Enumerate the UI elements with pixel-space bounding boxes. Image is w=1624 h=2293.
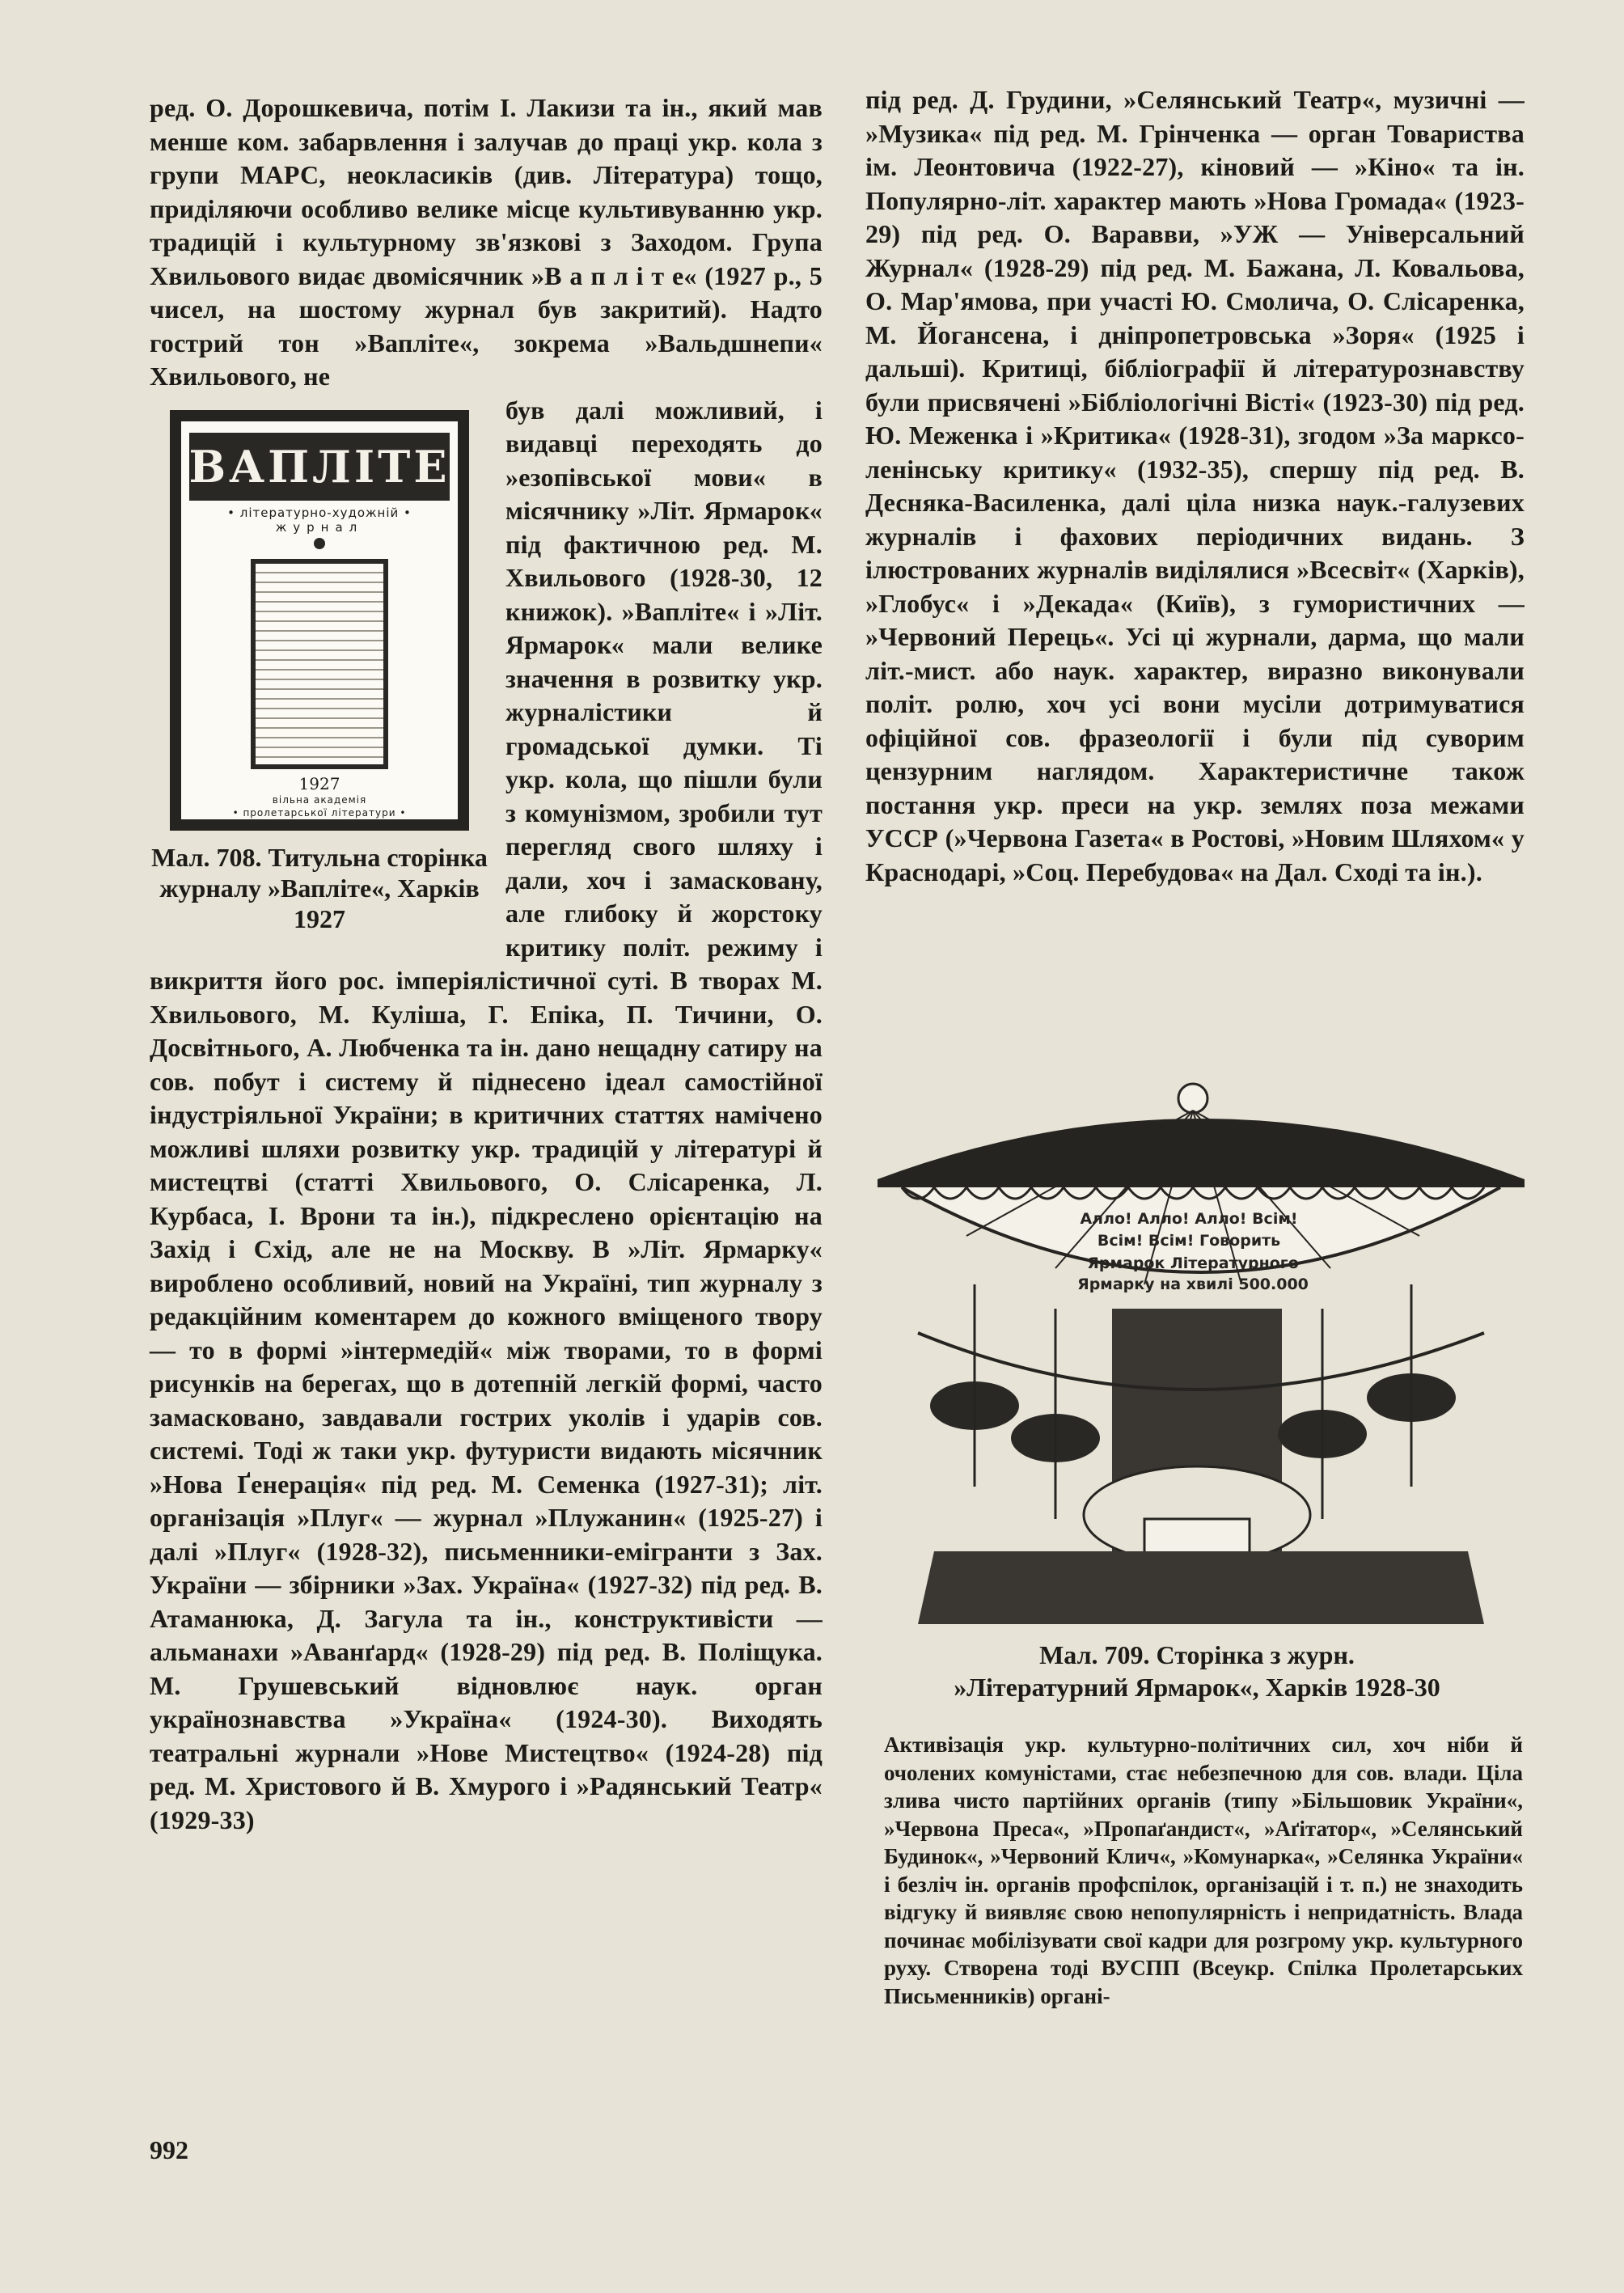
left-column-text-wrap: був далі можливий, і видавці переходять до »езопівської мови« в місячнику »Літ. Ярмарок« під фактичною ред. М. Хвильового (1928-30, 12 книжок). »Вапліте« і »Літ. Ярмарок« мали велике значення в розвитку укр. журналістики й громадської думки. Ті укр. кола, що пішли були з комунізмом, зробили тут перегляд свого шляху і дали, хоч і замасковану, але глибоку й жорстоку критику політ. режиму і викриття його рос. імперіялістичної суті. В творах М. Хвильового, М. Куліша, Г. Епіка, П. Тичини, О. Досвітнього, А. Любченка та ін. дано нещадну сатиру на сов. побут і систему й піднесено ідеал самостійної індустріяльної України; в критичних статтях намічено можливі шляхи розвитку укр. традицій у літературі й мистецтві (статті Хвильового, О. Слісаренка, Л. Курбаса, І. Врони та ін.), підкреслено орієнтацію на Захід і Схід, але не на Москву. В »Літ. Ярмарку« вироблено особливий, новий на Україні, тип журналу з редакційним коментарем до кожного вміщеного твору — то в формі »інтермедій« між творами, то в формі рисунків на берегах, що в дотепній легкій формі, часто замасковано, завдавали гострих уколів і ударів сов. системі. Тоді ж таки укр. футуристи видають місячник »Нова Ґенерація« під ред. М. Семенка (1927-31); літ. організація »Плуг« — журнал »Плужанин« (1925-27) і далі »Плуг« (1928-32), письменники-емігранти з Зах. України — збірники »Зах. Україна« (1927-32) під ред. В. Атаманюка, Д. Загула та ін., конструктивісти — альманахи »Аванґард« (1928-29) під ред. В. Поліщука. М. Грушевський відновлює наук. орган українознавства »Україна« (1924-30). Виходять театральні журнали »Нове Мистецтво« (1924-28) під ред. М. Христового й В. Хмурого і »Радянський Театр« (1929-33) [150,395,823,1834]
banner-line-3: Ярмарок Літературного [1087,1254,1299,1272]
carousel-illustration [869,1066,1533,1632]
right-column [865,83,1525,889]
figure-709-caption-line-2: »Літературний Ярмарок«, Харків 1928-30 [954,1673,1440,1702]
cover-contents-box [251,559,388,769]
carousel-canopy-top [878,1119,1525,1187]
carousel-finial-icon [1178,1084,1207,1113]
page-number: 992 [150,2135,188,2164]
figure-709-caption [849,1639,1545,1703]
right-column-text: під ред. Д. Грудини, »Селянський Театр«, музичні — »Музика« під ред. М. Грінченка — орган Товариства ім. Леонтовича (1922-27), кіновий — »Кіно« та ін. Популярно-літ. характер мають »Нова Громада« (1923-29) під ред. О. Варавви, »УЖ — Універсальний Журнал« (1928-29) під ред. М. Бажана, Л. Ковальова, О. Мар'ямова, при участі Ю. Смолича, О. Слісаренка, М. Йогансена, і дніпропетровська »Зоря« (1925 і дальші). Критиці, бібліографії й літературознавству були присвячені »Бібліологічні Вісті« (1923-30) під ред. Ю. Меженка і »Критика« (1928-31), згодом »За марксо-ленінську критику« (1932-35), спершу під ред. В. Десняка-Василенка, далі ціла низка наук.-галузевих журналів і фахових періодичних видань. З ілюстрованих журналів виділялися »Всесвіт« (Харків), »Глобус« і »Декада« (Київ), з гумористичних — »Червоний Перець«. Усі ці журнали, дарма, що мали літ.-мист. або наук. характер, виразно виконували політ. ролю, хоч усі вони мусіли дотримуватися офіційної сов. фразеології і були під суворим цензурним наглядом. Характеристичне також постання укр. преси на укр. землях поза межами УССР (»Червона Газета« в Ростові, »Новим Шляхом« у Краснодарі, »Соц. Перебудова« на Дал. Сході та ін.). [865,85,1525,886]
cover-year: 1927 [298,773,340,793]
figure-709 [869,1066,1533,1632]
figure-708-caption: Мал. 708. Титульна сторінка журналу »Вапліте«, Харків 1927 [151,842,488,933]
banner-line-2: Всім! Всім! Говорить [1097,1232,1281,1250]
cover-footer-1: вільна академія [272,793,367,806]
sidebar-box-text: Активізація укр. культурно-політичних сил, хоч ніби й очолених комуністами, стає небезпечною для сов. влади. Ціла злива чисто партійних органів (типу »Більшовик України«, »Червона Преса«, »Пропаґандист«, »Аґітатор«, »Селянський Будинок«, »Червоний Клич«, »Комунарка«, »Селянка України« і безліч ін. органів профспілок, організацій і т. п.) не знаходить відгуку й виявляє свою непопулярність і непридатність. Влада починає мобілізувати свої кадри для розгрому укр. культурного руху. Створена тоді ВУСПП (Всеукр. Спілка Пролетарських Письменників) органі- [884,1732,1523,2008]
banner-line-4: Ярмарку на хвилі 500.000 [1077,1276,1309,1293]
figure-709-caption-line-1: Мал. 709. Сторінка з журн. [1039,1640,1355,1669]
cover-subtitle: • літературно-художній • [227,505,412,520]
vaplite-cover-image [170,410,469,831]
left-column-text-top: ред. О. Дорошкевича, потім І. Лакизи та ін., який мав менше ком. забарвлення і залучав до праці укр. кола з групи МАРС, неокласиків (див. Література) тощо, приділяючи особливо велике місце культивуванню укр. традицій і культурному зв'язкові з Заходом. Група Хвильового видає двомісячник »В а п л і т е« (1927 р., 5 чисел, на шостому журнал був закритий). Надто гострий тон »Вапліте«, зокрема »Вальдшнепи« Хвильового, не [150,93,823,391]
cover-title: ВАПЛІТЕ [189,433,450,501]
cover-footer-2: • пролетарської літератури • [232,806,407,819]
banner-line-1: Алло! Алло! Алло! Всім! [1080,1210,1298,1228]
carousel-ground-shadow [918,1551,1484,1624]
cover-emblem-icon [314,538,325,549]
figure-708 [150,394,489,934]
left-column [150,91,823,1837]
cover-subtitle-2: журнал [275,519,364,535]
